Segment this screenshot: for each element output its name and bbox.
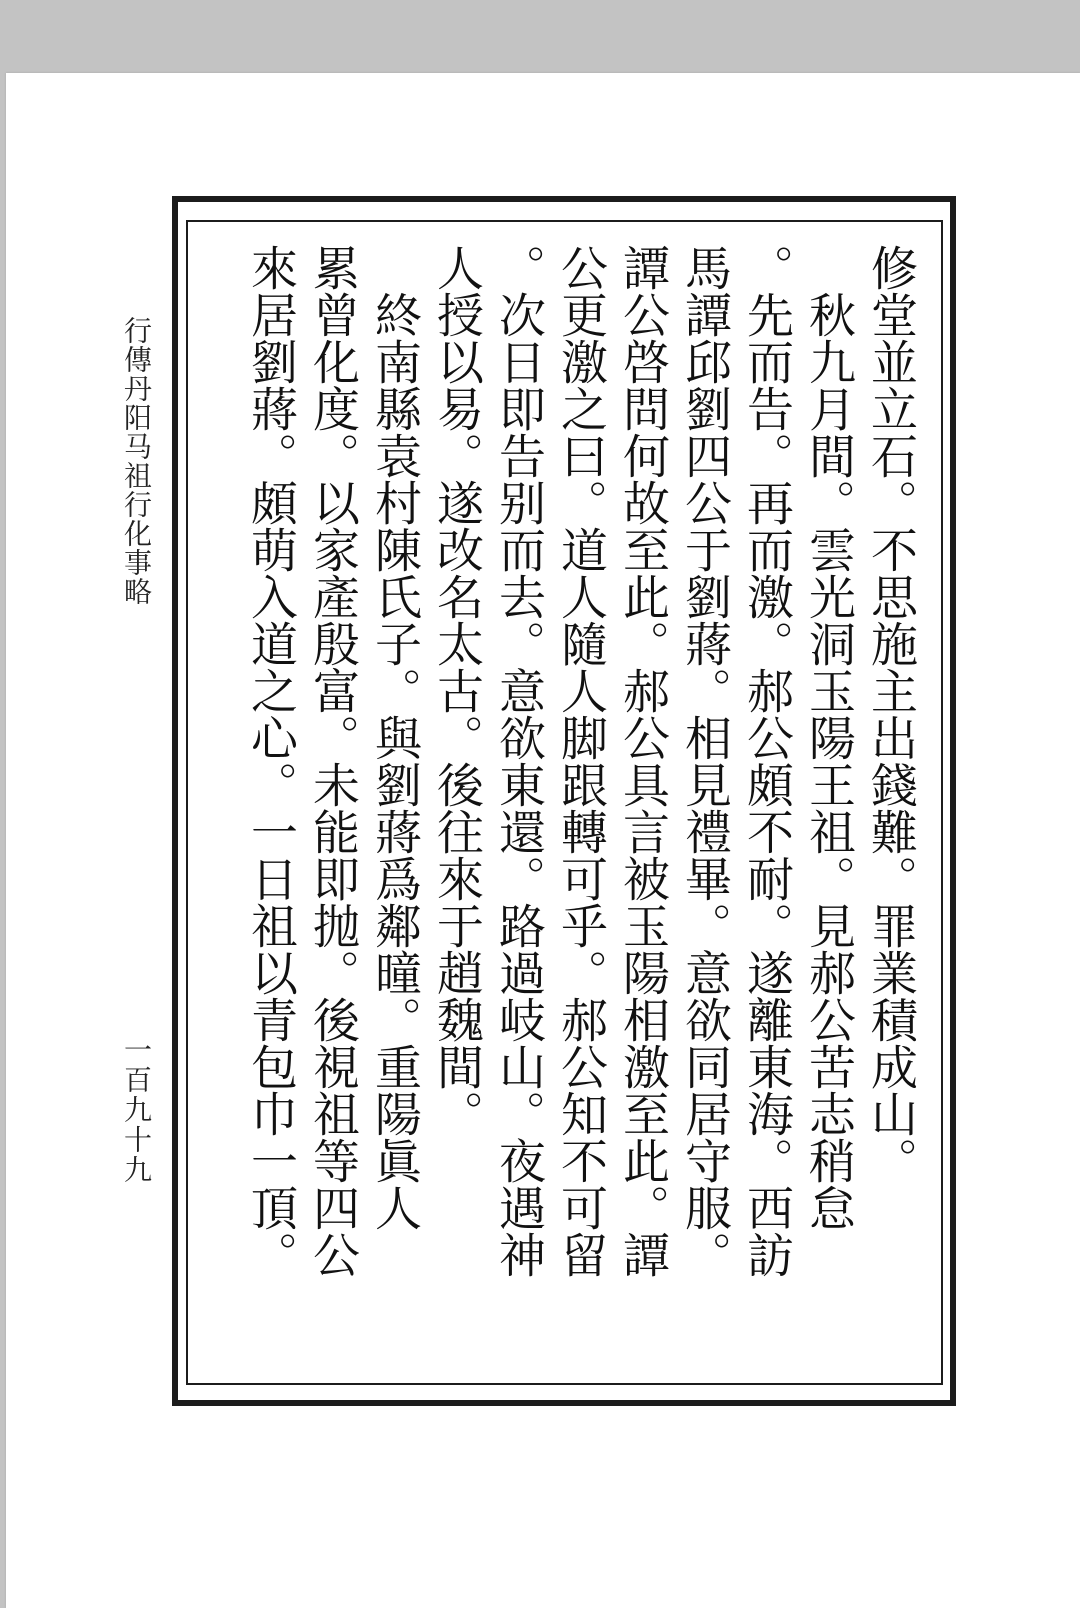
text-column-5: 譚公啓問何故至此。郝公具言被玉陽相激至此。譚 bbox=[615, 244, 670, 1278]
text-column-10: 累曾化度。以家產殷富。未能即抛。後視祖等四公 bbox=[305, 244, 360, 1278]
page-number: 一百九十九 bbox=[120, 1035, 153, 1185]
text-column-7: 。次日即告别而去。意欲東還。路過岐山。夜遇神 bbox=[491, 244, 546, 1278]
text-column-11: 來居劉蔣。頗萌入道之心。一日祖以青包巾一頂。 bbox=[243, 244, 298, 1278]
text-column-2: 秋九月間。雲光洞玉陽王祖。見郝公苦志稍怠 bbox=[801, 244, 856, 1231]
text-column-1: 修堂並立石。不思施主出錢難。罪業積成山。 bbox=[863, 244, 918, 1184]
text-column-3: 。先而告。再而激。郝公頗不耐。遂離東海。西訪 bbox=[739, 244, 794, 1278]
text-column-4: 馬譚邱劉四公于劉蔣。相見禮畢。意欲同居守服。 bbox=[677, 244, 732, 1278]
text-column-9: 終南縣袁村陳氏子。與劉蔣爲鄰曈。重陽眞人 bbox=[367, 244, 422, 1231]
margin-running-title: 行傳丹阳马祖行化事略 bbox=[120, 316, 153, 606]
text-column-8: 人授以易。遂改名太古。後往來于趙魏間。 bbox=[429, 244, 484, 1137]
text-column-6: 公更激之曰。道人隨人脚跟轉可乎。郝公知不可留 bbox=[553, 244, 608, 1278]
